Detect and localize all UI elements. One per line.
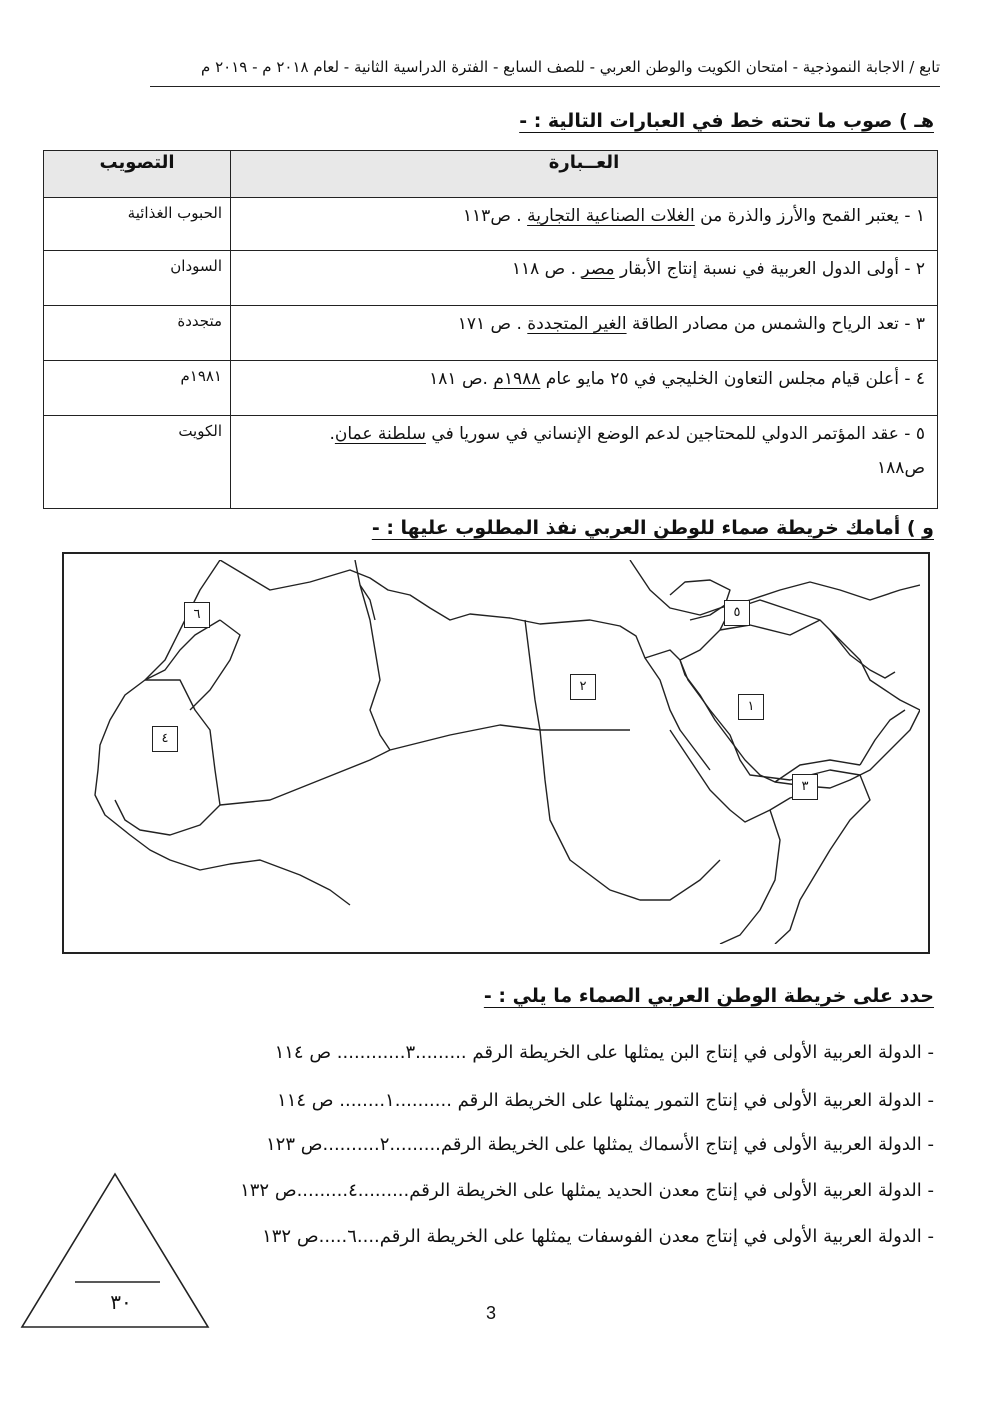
page-reference: ص١٨٨ [877,458,925,478]
map-label-1: ١ [738,694,764,720]
table-row [44,198,938,251]
border-western-sahara [145,620,220,680]
correction-cell: السودان [44,251,231,306]
score-value: ٣٠ [110,1290,132,1314]
statement-cell: ١ - يعتبر القمح والأرز والذرة من الغلات الصناعية التجارية . ص١١٣ [231,198,938,251]
correction-table [43,150,938,509]
statement-cell: ٥ - عقد المؤتمر الدولي للمحتاجين لدعم الوضع الإنساني في سوريا في سلطنة عمان. ص١٨٨ [231,416,938,509]
col-statement-header: العــبارة [231,151,938,198]
table-row [44,416,938,509]
border-libya-chad [390,725,540,750]
page-number: 3 [486,1303,497,1323]
underlined-term: سلطنة عمان [334,424,426,444]
question-line: - الدولة العربية الأولى في إنتاج الأسماك يمثلها على الخريطة الرقم.........٢..........ص ١٢٣ [266,1134,934,1155]
border-mauritania [115,680,220,835]
correction-cell: متجددة [44,306,231,361]
arabian-peninsula [680,600,920,788]
border-tunisia [355,560,375,620]
underlined-term: مصر [581,259,615,279]
table-row [44,361,938,416]
map-label-3: ٣ [792,774,818,800]
table-header-row [44,151,938,198]
border-sudan-south [540,730,720,900]
border-algeria-libya [360,585,390,750]
red-sea [645,658,710,770]
underlined-term: ١٩٨٨م [493,369,541,389]
table-row [44,251,938,306]
mediterranean-north-coast [630,560,920,615]
border-mali-niger [220,750,390,805]
correction-cell: الكويت [44,416,231,509]
border-jordan-syria [670,580,730,620]
correction-cell: ١٩٨١م [44,361,231,416]
statement-cell: ٣ - تعد الرياح والشمس من مصادر الطاقة الغير المتجددة . ص ١٧١ [231,306,938,361]
statement-cell: ٢ - أولى الدول العربية في نسبة إنتاج الأبقار مصر . ص ١١٨ [231,251,938,306]
table-row [44,306,938,361]
map-label-2: ٢ [570,674,596,700]
blank-map-arab-world [62,552,930,954]
section-w-title: و ) أمامك خريطة صماء للوطن العربي نفذ المطلوب عليها : - [371,517,934,539]
gulf-coast [830,630,895,678]
border-libya-egypt [525,620,540,730]
underlined-term: الغلات الصناعية التجارية [527,206,695,226]
map-label-6: ٦ [184,602,210,628]
question-line: - الدولة العربية الأولى في إنتاج البن يمثلها على الخريطة الرقم .........٣............ ص ١١٤ [274,1042,934,1063]
page-header: تابع / الاجابة النموذجية - امتحان الكويت والوطن العربي - للصف السابع - الفترة الدراسية الثانية - لعام ٢٠١٨ م - ٢٠١٩ م [201,58,940,76]
section-h-title: هـ ) صوب ما تحته خط في العبارات التالية : - [519,110,934,132]
correction-cell: الحبوب الغذائية [44,198,231,251]
border-somalia [720,810,780,944]
header-divider [150,86,940,87]
question-line: - الدولة العربية الأولى في إنتاج معدن الحديد يمثلها على الخريطة الرقم.........٤.........ص ١٣٢ [240,1180,934,1201]
statement-cell: ٤ - أعلن قيام مجلس التعاون الخليجي في ٢٥ مايو عام ١٩٨٨م .ص ١٨١ [231,361,938,416]
map-label-5: ٥ [724,600,750,626]
section-locate-title: حدد على خريطة الوطن العربي الصماء ما يلي : - [483,985,934,1007]
col-correction-header: التصويب [44,151,231,198]
question-line: - الدولة العربية الأولى في إنتاج معدن الفوسفات يمثلها على الخريطة الرقم....٦.....ص ١٣٢ [262,1226,934,1247]
question-line: - الدولة العربية الأولى في إنتاج التمور يمثلها على الخريطة الرقم ..........١........ ص ١١٤ [277,1090,934,1111]
map-label-4: ٤ [152,726,178,752]
underlined-term: الغير المتجددة [527,314,627,334]
west-africa-coast [95,560,350,905]
